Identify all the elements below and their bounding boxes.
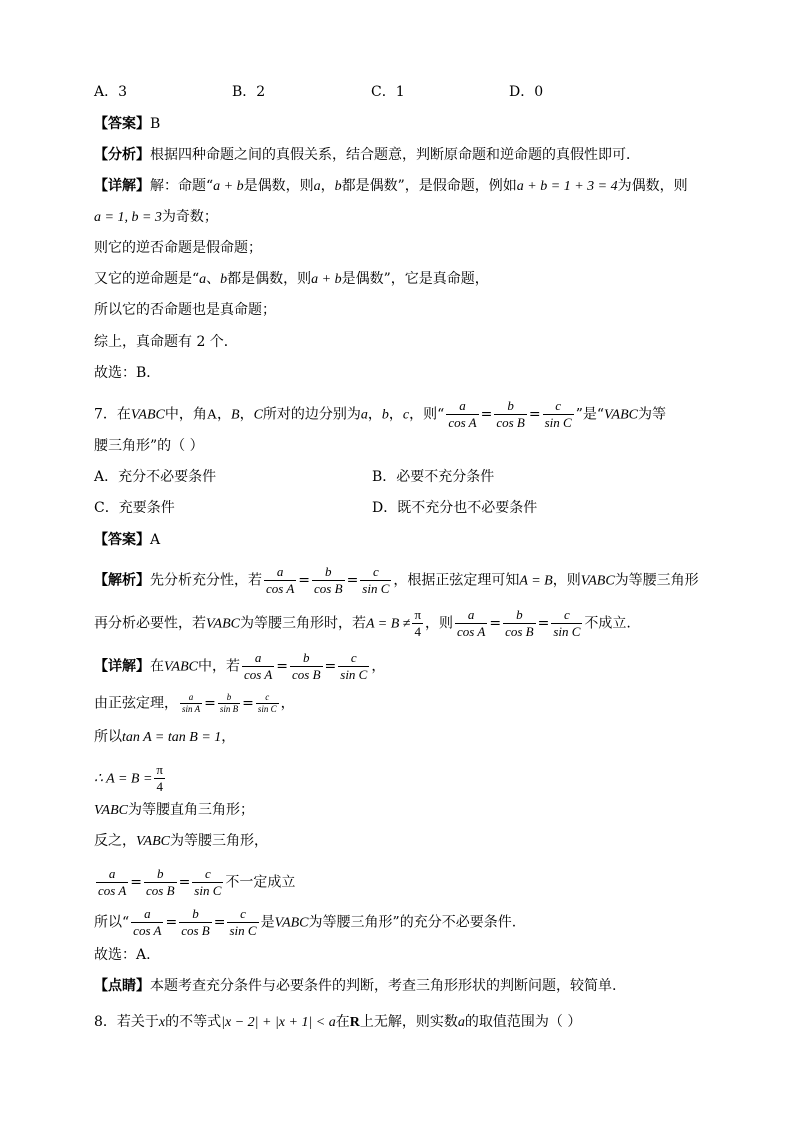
q7-detail-isoright: VABC为等腰直角三角形； (94, 802, 254, 818)
fraction: $\frac{a}{\text{cos A}}$ (133, 906, 162, 938)
q6-detail-line6: 综上，真命题有 2 个． (94, 334, 238, 350)
q7-detail-tan: 所以tan A = tan B = 1， (94, 729, 236, 745)
q6-analysis: 【分析】根据四种命题之间的真假关系，结合题意，判断原命题和逆命题的真假性即可． (94, 147, 640, 163)
fraction: $\frac{a}{\text{cos A}}$ (448, 398, 477, 430)
fraction: $\frac{c}{\text{sin C}}$ (257, 692, 277, 714)
q7-choose: 故选：A. (94, 947, 151, 963)
q8-stem: 8．若关于x的不等式|x − 2| + |x + 1| < a在R上无解，则实数a的取值范围为（ ） (94, 1014, 582, 1030)
option-a: A．3 (94, 84, 128, 100)
option-c: C．1 (371, 84, 405, 100)
q7-comment: 【点睛】本题考查充分条件与必要条件的判断，考查三角形形状的判断问题，较简单. (94, 978, 617, 994)
fraction: $\frac{a}{\text{sin A}}$ (182, 692, 201, 714)
q7-detail-nothold: $\frac{a}{\text{cos A}}$ = $\frac{b}{\text{cos B}}$ = $\frac{c}{\text{sin C}}$ 不一定成立 (98, 866, 296, 898)
option-b: B．2 (232, 84, 266, 100)
q7-option-d: D．既不充分也不必要条件 (372, 500, 538, 516)
fraction: $\frac{b}{\text{cos B}}$ (314, 564, 343, 596)
fraction: $\frac{b}{\text{cos B}}$ (496, 398, 525, 430)
fraction: $\frac{b}{\text{cos B}}$ (181, 906, 210, 938)
q6-detail-line3: 则它的逆否命题是假命题； (94, 240, 262, 256)
q7-answer: 【答案】A (94, 532, 161, 548)
q7-detail-sine: 由正弦定理， $\frac{a}{\text{sin A}}$ = $\frac{b}{\text{sin B}}$ = $\frac{c}{\text{sin C}}$ ， (94, 692, 295, 714)
fraction: $\frac{\pi}{4}$ (414, 607, 422, 639)
q7-detail-conclusion: 所以“ $\frac{a}{\text{cos A}}$ = $\frac{b}{\text{cos B}}$ = $\frac{c}{\text{sin C}}$ 是VABC为等腰三角形”的充分不必要条件. (94, 906, 517, 938)
q7-jiexi-line1: 【解析】先分析充分性，若 $\frac{a}{\text{cos A}}$ = $\frac{b}{\text{cos B}}$ = $\frac{c}{\text{sin C}}$ ，根据正弦定理可知A = B，则VABC为等腰三角形 (94, 564, 699, 596)
option-d: D．0 (509, 84, 544, 100)
q7-stem-line1: 7．在VABC中，角A，B，C所对的边分别为a，b，c，则“ $\frac{a}{\text{cos A}}$ = $\frac{b}{\text{cos B}}$ = $\frac{c}{\text{sin C}}$ ”是“VABC为等 (94, 398, 666, 430)
q6-detail-line4: 又它的逆命题是“a、b都是偶数，则a + b是偶数”，它是真命题， (94, 271, 489, 287)
fraction: $\frac{b}{\text{cos B}}$ (292, 650, 321, 682)
q7-detail-therefore: ∴ A = B = $\frac{\pi}{4}$ (94, 762, 163, 794)
q7-detail-line1: 【详解】在VABC中，若 $\frac{a}{\text{cos A}}$ = $\frac{b}{\text{cos B}}$ = $\frac{c}{\text{sin C}}$ ， (94, 650, 386, 682)
fraction: $\frac{b}{\text{cos B}}$ (505, 607, 534, 639)
fraction: $\frac{\pi}{4}$ (156, 762, 163, 794)
fraction: $\frac{c}{\text{sin C}}$ (194, 866, 222, 898)
fraction: $\frac{a}{\text{cos A}}$ (98, 866, 127, 898)
fraction: $\frac{c}{\text{sin C}}$ (362, 564, 390, 596)
q6-detail-line2: a = 1, b = 3为奇数； (94, 209, 218, 225)
q7-stem-line2: 腰三角形”的（ ） (94, 438, 204, 454)
fraction: $\frac{a}{\text{cos A}}$ (457, 607, 486, 639)
q6-answer: 【答案】B (94, 116, 161, 132)
fraction: $\frac{a}{\text{cos A}}$ (243, 650, 273, 682)
fraction: $\frac{b}{\text{cos B}}$ (146, 866, 175, 898)
fraction: $\frac{c}{\text{sin C}}$ (553, 607, 581, 639)
q7-jiexi-line2: 再分析必要性，若VABC为等腰三角形时，若A = B ≠ $\frac{\pi}{4}$ ，则 $\frac{a}{\text{cos A}}$ = $\frac{b}{\text{cos B}}$ = $\frac{c}{\text{sin C}}$ 不成立. (94, 607, 631, 639)
fraction: $\frac{a}{\text{cos A}}$ (266, 564, 295, 596)
q7-option-a: A．充分不必要条件 (94, 469, 217, 485)
q7-option-b: B．必要不充分条件 (372, 469, 495, 485)
fraction: $\frac{c}{\text{sin C}}$ (544, 398, 572, 430)
q7-detail-converse: 反之，VABC为等腰三角形， (94, 833, 268, 849)
fraction: $\frac{c}{\text{sin C}}$ (229, 906, 257, 938)
q7-option-c: C．充要条件 (94, 500, 175, 516)
q6-detail-line5: 所以它的否命题也是真命题； (94, 302, 276, 318)
q6-detail-line1: 【详解】解：命题“a + b是偶数，则a，b都是偶数”，是假命题，例如a + b = 1 + 3 = 4为偶数，则 (94, 178, 688, 194)
fraction: $\frac{c}{\text{sin C}}$ (340, 650, 368, 682)
fraction: $\frac{b}{\text{sin B}}$ (219, 692, 239, 714)
q6-detail-line7: 故选：B． (94, 365, 161, 381)
